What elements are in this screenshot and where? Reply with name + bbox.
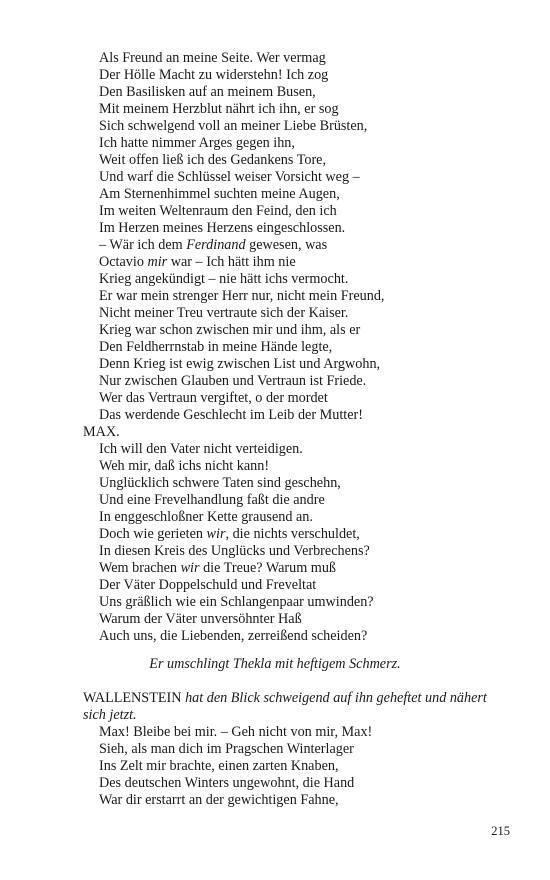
verse-text: Octavio — [99, 254, 148, 270]
verse-line: Der Hölle Macht zu widerstehn! Ich zog — [99, 67, 329, 83]
stage-direction-continued: sich jetzt. — [83, 707, 137, 723]
verse-line: War dir erstarrt an der gewichtigen Fahne, — [99, 792, 339, 808]
verse-line: Weit offen ließ ich des Gedankens Tore, — [99, 152, 327, 168]
stage-direction: Er umschlingt Thekla mit heftigem Schmerz. — [149, 656, 401, 672]
page-number: 215 — [491, 824, 510, 838]
verse-line: Ich hatte nimmer Arges gegen ihn, — [99, 135, 295, 151]
verse-line: Sieh, als man dich im Pragschen Winterlager — [99, 741, 354, 757]
verse-line: Des deutschen Winters ungewohnt, die Hand — [99, 775, 355, 791]
verse-text: gewesen, was — [245, 237, 328, 253]
verse-line: Denn Krieg ist ewig zwischen List und Argwohn, — [99, 356, 381, 372]
verse-line — [99, 237, 327, 254]
verse-line: Und eine Frevelhandlung faßt die andre — [99, 492, 325, 508]
verse-line: Den Basilisken auf an meinem Busen, — [99, 84, 316, 100]
verse-line: Im Herzen meines Herzens eingeschlossen. — [99, 220, 346, 236]
verse-line: Warum der Väter unversöhnter Haß — [99, 611, 302, 627]
verse-emphasis: Ferdinand — [186, 237, 246, 253]
stage-direction: hat den Blick schweigend auf ihn geheftet und nähert — [181, 690, 487, 706]
verse-line: Im weiten Weltenraum den Feind, den ich — [99, 203, 337, 219]
speaker-max: MAX. — [83, 424, 120, 440]
verse-emphasis: wir — [180, 560, 200, 576]
verse-line: Nur zwischen Glauben und Vertraun ist Friede. — [99, 373, 367, 389]
verse-line: Am Sternenhimmel suchten meine Augen, — [99, 186, 340, 202]
verse-text: die Treue? Warum muß — [199, 560, 337, 576]
verse-line: Das werdende Geschlecht im Leib der Mutter! — [99, 407, 363, 423]
verse-line: In diesen Kreis des Unglücks und Verbrechens? — [99, 543, 370, 559]
verse-line: Nicht meiner Treu vertraute sich der Kaiser. — [99, 305, 349, 321]
verse-text: war – Ich hätt ihm nie — [167, 254, 296, 270]
speaker-stage-direction — [83, 690, 487, 707]
verse-line: Und warf die Schlüssel weiser Vorsicht weg – — [99, 169, 360, 185]
verse-line: Auch uns, die Liebenden, zerreißend scheiden? — [99, 628, 368, 644]
verse-line: Sich schwelgend voll an meiner Liebe Brüsten, — [99, 118, 368, 134]
verse-line: Max! Bleibe bei mir. – Geh nicht von mir, Max! — [99, 724, 373, 740]
verse-line — [99, 526, 360, 543]
verse-text: Doch wie gerieten — [99, 526, 207, 542]
verse-line: Den Feldherrnstab in meine Hände legte, — [99, 339, 333, 355]
verse-line: Er war mein strenger Herr nur, nicht mein Freund, — [99, 288, 385, 304]
verse-line: Weh mir, daß ichs nicht kann! — [99, 458, 270, 474]
verse-line: Krieg angekündigt – nie hätt ichs vermocht. — [99, 271, 349, 287]
verse-text: Wem brachen — [99, 560, 181, 576]
verse-emphasis: mir — [147, 254, 168, 270]
verse-emphasis: wir — [206, 526, 226, 542]
verse-line: Unglücklich schwere Taten sind geschehn, — [99, 475, 341, 491]
verse-line — [99, 254, 296, 271]
speaker-wallenstein: WALLENSTEIN — [83, 690, 182, 706]
verse-line: Als Freund an meine Seite. Wer vermag — [99, 50, 326, 66]
verse-line: Ins Zelt mir brachte, einen zarten Knaben, — [99, 758, 339, 774]
verse-line — [99, 560, 336, 577]
verse-text: , die nichts verschuldet, — [225, 526, 360, 542]
verse-line: Uns gräßlich wie ein Schlangenpaar umwinden? — [99, 594, 374, 610]
verse-line: Mit meinem Herzblut nährt ich ihn, er sog — [99, 101, 339, 117]
verse-line: Ich will den Vater nicht verteidigen. — [99, 441, 303, 457]
verse-line: Wer das Vertraun vergiftet, o der mordet — [99, 390, 328, 406]
verse-line: Der Väter Doppelschuld und Freveltat — [99, 577, 317, 593]
verse-text: – Wär ich dem — [99, 237, 187, 253]
verse-line: In enggeschloßner Kette grausend an. — [99, 509, 313, 525]
verse-line: Krieg war schon zwischen mir und ihm, als er — [99, 322, 361, 338]
